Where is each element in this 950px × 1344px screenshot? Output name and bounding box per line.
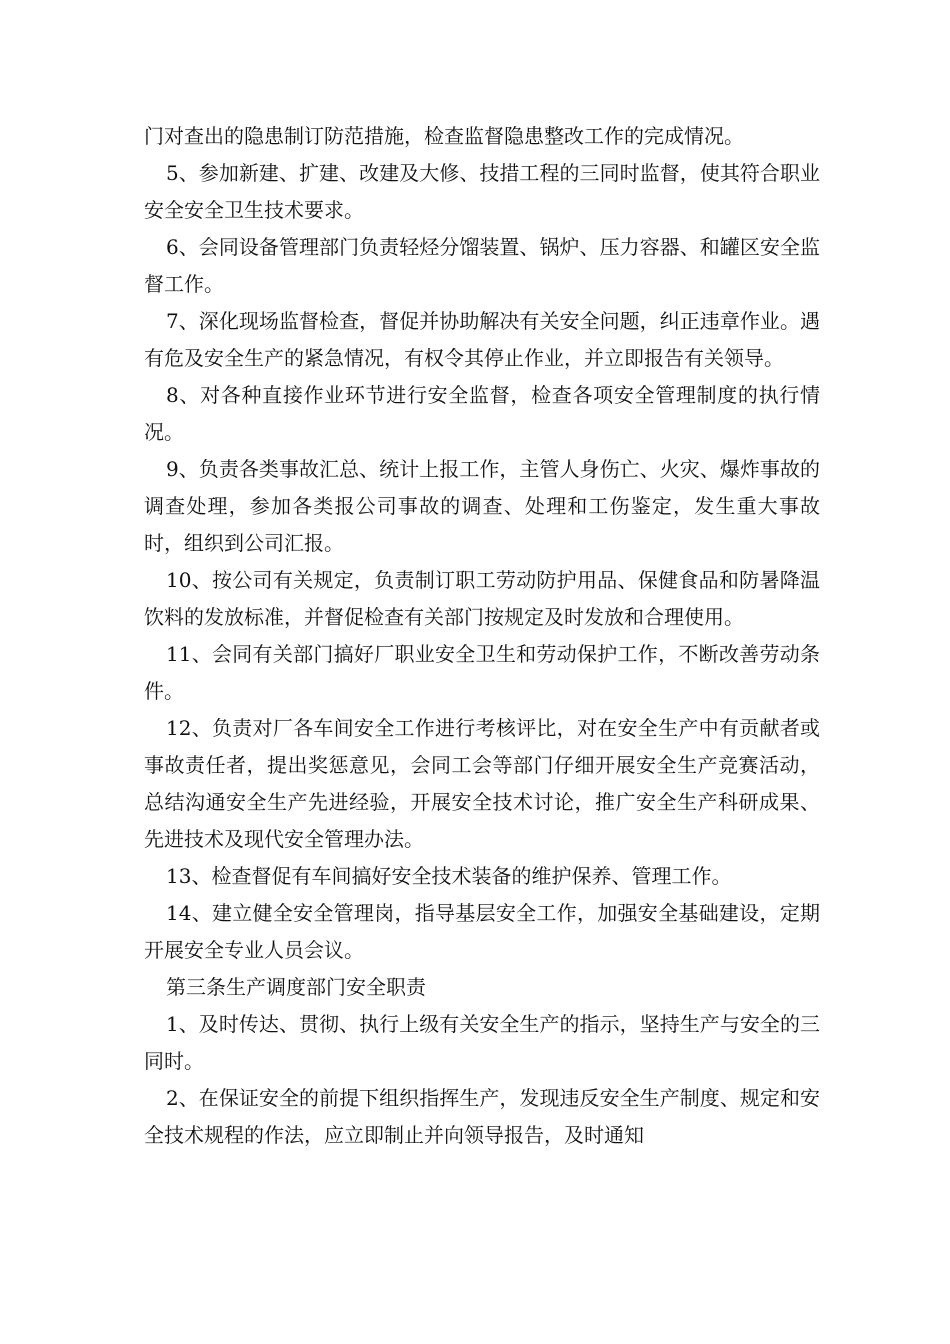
document-body xyxy=(144,118,820,1154)
paragraph-item-6: 6、会同设备管理部门负责轻烃分馏装置、锅炉、压力容器、和罐区安全监督工作。 xyxy=(144,235,820,296)
paragraph-item-13: 13、检查督促有车间搞好安全技术装备的维护保养、管理工作。 xyxy=(166,864,732,888)
section-heading: 第三条生产调度部门安全职责 xyxy=(166,975,426,999)
paragraph-item-12: 12、负责对厂各车间安全工作进行考核评比，对在安全生产中有贡献者或事故责任者，提出奖惩意见，会同工会等部门仔细开展安全生产竞赛活动，总结沟通安全生产先进经验，开展安全技术讨论，推广安全生产科研成果、先进技术及现代安全管理办法。 xyxy=(144,716,820,851)
paragraph-item-2: 2、在保证安全的前提下组织指挥生产，发现违反安全生产制度、规定和安全技术规程的作法，应立即制止并向领导报告，及时通知 xyxy=(144,1086,820,1147)
paragraph-item-14: 14、建立健全安全管理岗，指导基层安全工作，加强安全基础建设，定期开展安全专业人员会议。 xyxy=(144,901,820,962)
paragraph-continuation: 门对查出的隐患制订防范措施，检查监督隐患整改工作的完成情况。 xyxy=(144,124,744,148)
paragraph-item-7: 7、深化现场监督检查，督促并协助解决有关安全问题，纠正违章作业。遇有危及安全生产的紧急情况，有权令其停止作业，并立即报告有关领导。 xyxy=(144,309,820,370)
paragraph-item-9: 9、负责各类事故汇总、统计上报工作，主管人身伤亡、火灾、爆炸事故的调查处理，参加各类报公司事故的调查、处理和工伤鉴定，发生重大事故时，组织到公司汇报。 xyxy=(144,457,820,555)
paragraph-item-10: 10、按公司有关规定，负责制订职工劳动防护用品、保健食品和防暑降温饮料的发放标准，并督促检查有关部门按规定及时发放和合理使用。 xyxy=(144,568,820,629)
paragraph-item-5: 5、参加新建、扩建、改建及大修、技措工程的三同时监督，使其符合职业安全安全卫生技术要求。 xyxy=(144,161,820,222)
paragraph-item-11: 11、会同有关部门搞好厂职业安全卫生和劳动保护工作，不断改善劳动条件。 xyxy=(144,642,820,703)
paragraph-item-8: 8、对各种直接作业环节进行安全监督，检查各项安全管理制度的执行情况。 xyxy=(144,383,820,444)
paragraph-item-1: 1、及时传达、贯彻、执行上级有关安全生产的指示，坚持生产与安全的三同时。 xyxy=(144,1012,820,1073)
